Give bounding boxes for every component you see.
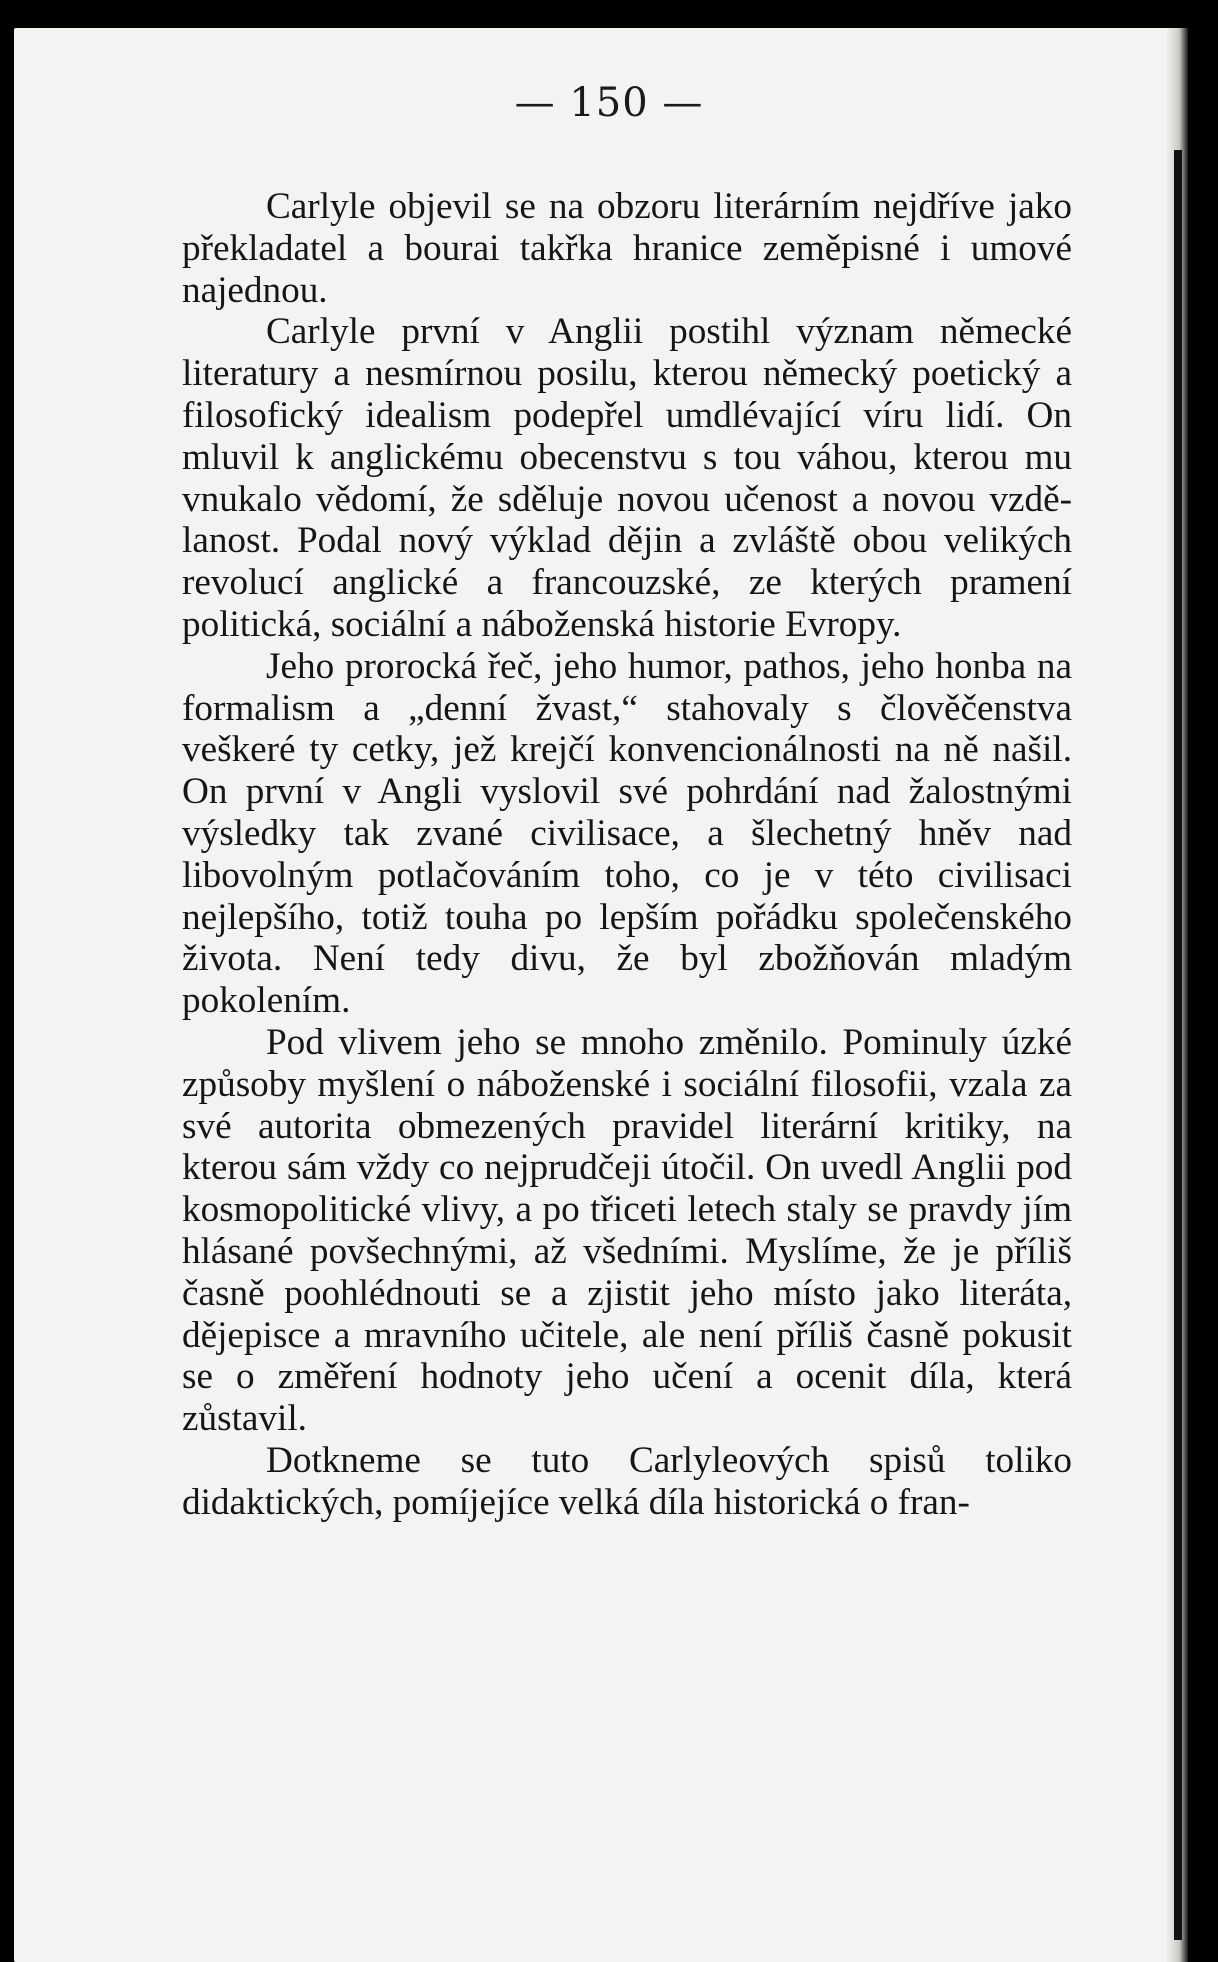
body-text	[182, 186, 1072, 1524]
paragraph-4: Pod vlivem jeho se mnoho změnilo. Pominuly úzké způsoby myšlení o náboženské i sociální filosofii, vzala za své autorita obmezených pravidel literární kritiky, na kterou sám vždy co nejprudčeji útočil. On uvedl Anglii pod kosmopolitické vlivy, a po třiceti letech staly se pravdy jím hlásané povšechnými, až všedními. Myslíme, že je příliš časně poohlédnouti se a zjistit jeho místo jako literáta, dějepisce a mravního učitele, ale není příliš časně pokusit se o změření hodnoty jeho učení a ocenit díla, která zůstavil.	[182, 1021, 1072, 1440]
paragraph-5: Dotkneme se tuto Carlyleových spisů toliko didaktických, pomíjejíce velká díla historická o fran-	[182, 1439, 1072, 1523]
paragraph-1: Carlyle objevil se na obzoru literárním nejdříve jako překladatel a bourai takřka hranice zeměpisné i umové najednou.	[182, 186, 1072, 311]
page-number: — 150 —	[514, 80, 704, 126]
paragraph-2: Carlyle první v Anglii postihl význam německé literatury a nesmírnou posilu, kterou německý poetický a filosofický idealism podepřel umdlévající víru lidí. On mluvil k anglickému obecenstvu s tou váhou, kterou mu vnukalo vědomí, že sděluje novou učenost a novou vzdělanost. Podal nový výklad dějin a zvláště obou velikých revolucí anglické a francouzské, ze kterých pramení politická, sociální a náboženská historie Evropy.	[182, 311, 1072, 645]
paragraph-3: Jeho prorocká řeč, jeho humor, pathos, jeho honba na formalism a „denní žvast,“ stahovaly s člověčenstva veškeré ty cetky, jež krejčí konvencionálnosti na ně našil. On první v Angli vyslovil své pohrdání nad žalostnými výsledky tak zvané civilisace, a šlechetný hněv nad libovolným potlačováním toho, co je v této civilisaci nejlepšího, totiž touha po lepším pořádku společenského života. Není tedy divu, že byl zbožňován mladým pokolením.	[182, 645, 1072, 1022]
page-edge	[1174, 150, 1182, 1940]
